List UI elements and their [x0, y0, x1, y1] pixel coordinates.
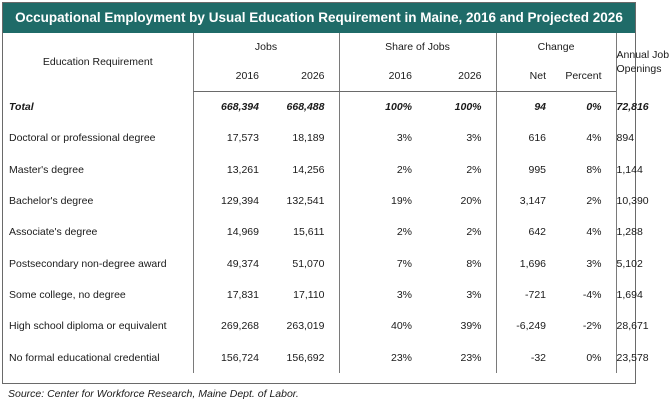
share-2016-cell: 7%: [339, 248, 412, 279]
jobs-2026-cell: 15,611: [293, 226, 325, 239]
jobs-2016-cell: 668,394: [193, 91, 259, 123]
sub-header-net: Net: [496, 61, 546, 91]
jobs-2016-cell: 14,969: [193, 217, 259, 248]
share-2026-cell: 100%: [454, 101, 482, 114]
row-label: Bachelor's degree: [9, 195, 94, 208]
row-label: Total: [9, 100, 34, 113]
percent-change-cell: -4%: [582, 288, 602, 301]
annual-openings-cell: 1,144: [616, 154, 635, 185]
jobs-2026-cell: 17,110: [293, 288, 325, 301]
col-header-annual-openings: [616, 33, 669, 91]
share-2026-cell: 2%: [466, 226, 482, 239]
total-row: [3, 91, 635, 123]
net-change-cell: 94: [496, 91, 546, 123]
header-row-groups: [3, 33, 635, 61]
annual-openings-cell: 5,102: [616, 248, 635, 279]
net-change-cell: 995: [496, 154, 546, 185]
annual-openings-cell: 28,671: [616, 311, 635, 342]
annual-openings-cell: 10,390: [616, 185, 635, 216]
table-title: Occupational Employment by Usual Education Requirement in Maine, 2016 and Projected 2026: [3, 3, 635, 33]
share-2016-cell: 100%: [339, 91, 412, 123]
table-row: [3, 217, 635, 248]
row-label: Doctoral or professional degree: [9, 132, 156, 145]
share-2016-cell: 2%: [339, 154, 412, 185]
sub-header-jobs-2016: 2016: [193, 61, 259, 91]
net-change-cell: 616: [496, 123, 546, 154]
row-label: High school diploma or equivalent: [9, 320, 167, 333]
row-label: Associate's degree: [9, 226, 98, 239]
source-note: Source: Center for Workforce Research, Maine Dept. of Labor.: [8, 388, 299, 400]
jobs-2026-cell: 18,189: [292, 132, 325, 145]
jobs-2016-cell: 156,724: [193, 342, 259, 373]
annual-openings-cell: 23,578: [616, 342, 635, 373]
share-2016-cell: 19%: [339, 185, 412, 216]
col-header-jobs: Jobs: [193, 33, 339, 61]
sub-header-percent: Percent: [546, 61, 616, 91]
percent-change-cell: -2%: [582, 320, 602, 333]
annual-openings-cell: 72,816: [616, 91, 635, 123]
net-change-cell: -32: [496, 342, 546, 373]
percent-change-cell: 0%: [586, 101, 602, 114]
percent-change-cell: 2%: [586, 195, 602, 208]
row-label: Some college, no degree: [9, 288, 126, 301]
net-change-cell: 3,147: [496, 185, 546, 216]
jobs-2026-cell: 132,541: [286, 195, 325, 208]
jobs-2026-cell: 51,070: [292, 257, 325, 270]
jobs-2026-cell: 14,256: [292, 163, 325, 176]
share-2026-cell: 39%: [460, 320, 482, 333]
jobs-2016-cell: 269,268: [193, 311, 259, 342]
jobs-2026-cell: 156,692: [286, 351, 325, 364]
table-row: [3, 154, 635, 185]
share-2016-cell: 40%: [339, 311, 412, 342]
share-2026-cell: 20%: [460, 195, 482, 208]
percent-change-cell: 4%: [586, 226, 602, 239]
net-change-cell: -721: [496, 279, 546, 310]
jobs-2026-cell: 263,019: [286, 320, 325, 333]
col-header-change: Change: [496, 33, 616, 61]
net-change-cell: 642: [496, 217, 546, 248]
col-header-education: Education Requirement: [3, 33, 193, 91]
share-2016-cell: 23%: [339, 342, 412, 373]
percent-change-cell: 4%: [586, 132, 602, 145]
annual-header-line1: Annual Job: [616, 49, 669, 61]
jobs-2016-cell: 17,573: [193, 123, 259, 154]
jobs-2016-cell: 17,831: [193, 279, 259, 310]
annual-openings-cell: 1,288: [616, 217, 635, 248]
share-2016-cell: 2%: [339, 217, 412, 248]
table-row: [3, 279, 635, 310]
data-table-frame: [2, 2, 669, 384]
annual-openings-cell: 1,694: [616, 279, 635, 310]
table-row: [3, 123, 635, 154]
table-row: [3, 342, 635, 373]
percent-change-cell: 0%: [586, 351, 602, 364]
percent-change-cell: 3%: [586, 257, 602, 270]
row-label: Postsecondary non-degree award: [9, 257, 167, 270]
employment-table: [3, 33, 669, 373]
table-row: [3, 185, 635, 216]
percent-change-cell: 8%: [586, 163, 602, 176]
jobs-2026-cell: 668,488: [286, 101, 325, 114]
table-row: [3, 248, 635, 279]
jobs-2016-cell: 13,261: [193, 154, 259, 185]
jobs-2016-cell: 49,374: [193, 248, 259, 279]
share-2026-cell: 8%: [466, 257, 482, 270]
col-header-share: Share of Jobs: [339, 33, 496, 61]
table-body: [3, 91, 649, 373]
jobs-2016-cell: 129,394: [193, 185, 259, 216]
annual-header-line2: Openings: [616, 63, 662, 75]
row-label: No formal educational credential: [9, 351, 160, 364]
sub-header-share-2026: 2026: [412, 61, 496, 91]
share-2026-cell: 3%: [466, 132, 482, 145]
sub-header-share-2016: 2016: [339, 61, 412, 91]
share-2016-cell: 3%: [339, 279, 412, 310]
share-2026-cell: 3%: [466, 288, 482, 301]
share-2016-cell: 3%: [339, 123, 412, 154]
net-change-cell: 1,696: [496, 248, 546, 279]
table-row: [3, 311, 635, 342]
row-label: Master's degree: [9, 163, 84, 176]
annual-openings-cell: 894: [616, 123, 635, 154]
share-2026-cell: 2%: [466, 163, 482, 176]
net-change-cell: -6,249: [496, 311, 546, 342]
share-2026-cell: 23%: [460, 351, 482, 364]
sub-header-jobs-2026: 2026: [259, 61, 339, 91]
